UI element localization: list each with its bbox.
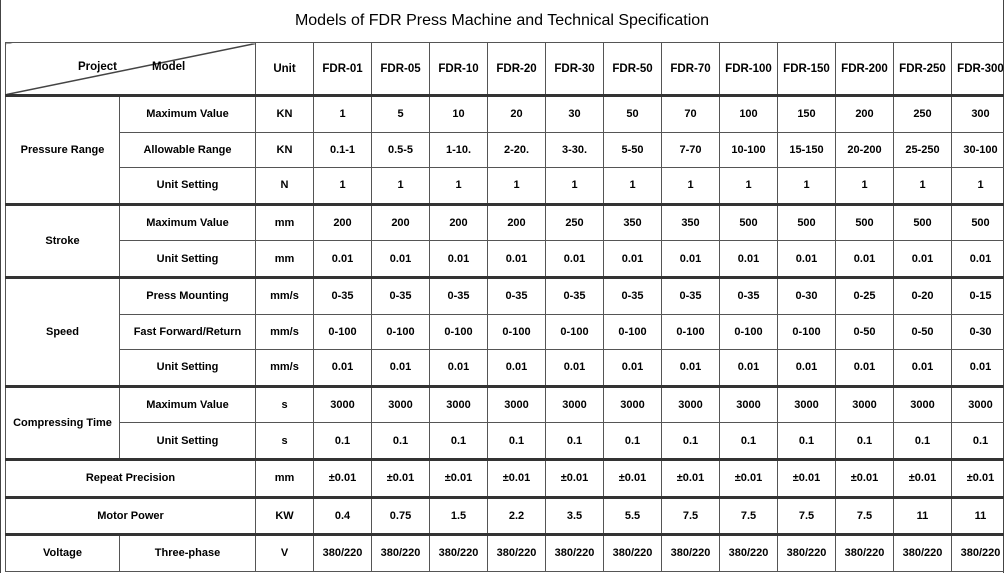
value-cell: 0.01 (372, 241, 430, 278)
value-cell: 0-30 (952, 314, 1004, 350)
row-label: Maximum Value (120, 204, 256, 241)
value-cell: 3000 (430, 386, 488, 423)
value-cell: 1 (604, 168, 662, 205)
row-unit: KW (256, 497, 314, 535)
row-unit: s (256, 386, 314, 423)
value-cell: 0.1 (720, 423, 778, 460)
model-header-fdr-300: FDR-300 (952, 43, 1004, 96)
value-cell: 1 (314, 96, 372, 133)
model-header-fdr-20: FDR-20 (488, 43, 546, 96)
value-cell: 0-50 (894, 314, 952, 350)
value-cell: 0-35 (488, 277, 546, 314)
table-row (6, 314, 1004, 350)
value-cell: 3000 (720, 386, 778, 423)
row-unit: KN (256, 96, 314, 133)
row-unit: mm (256, 459, 314, 497)
value-cell: 500 (894, 204, 952, 241)
value-cell: ±0.01 (952, 459, 1004, 497)
value-cell: 11 (894, 497, 952, 535)
value-cell: 0-35 (720, 277, 778, 314)
value-cell: 0.01 (604, 350, 662, 387)
table-row (6, 497, 1004, 535)
value-cell: 1.5 (430, 497, 488, 535)
value-cell: 0-30 (778, 277, 836, 314)
value-cell: 380/220 (720, 535, 778, 572)
value-cell: 0.01 (314, 241, 372, 278)
value-cell: ±0.01 (546, 459, 604, 497)
row-label: Fast Forward/Return (120, 314, 256, 350)
value-cell: 0.01 (952, 350, 1004, 387)
model-header-fdr-100: FDR-100 (720, 43, 778, 96)
value-cell: 0.1 (546, 423, 604, 460)
value-cell: 0-100 (604, 314, 662, 350)
value-cell: 20-200 (836, 132, 894, 168)
value-cell: 0.01 (836, 241, 894, 278)
value-cell: 0.1-1 (314, 132, 372, 168)
value-cell: 2-20. (488, 132, 546, 168)
page-title: Models of FDR Press Machine and Technical Specification (294, 12, 710, 29)
value-cell: 0.1 (836, 423, 894, 460)
value-cell: 380/220 (662, 535, 720, 572)
value-cell: 0.01 (778, 241, 836, 278)
value-cell: 1 (720, 168, 778, 205)
value-cell: 0-100 (720, 314, 778, 350)
value-cell: 0.01 (488, 241, 546, 278)
value-cell: 1 (546, 168, 604, 205)
group-label-motor: Motor Power (6, 497, 256, 535)
row-unit: mm (256, 241, 314, 278)
value-cell: ±0.01 (662, 459, 720, 497)
value-cell: 380/220 (314, 535, 372, 572)
value-cell: 200 (314, 204, 372, 241)
project-model-header (6, 43, 256, 96)
table-row (6, 535, 1004, 572)
value-cell: 0-100 (430, 314, 488, 350)
value-cell: 0-35 (546, 277, 604, 314)
value-cell: 5-50 (604, 132, 662, 168)
value-cell: 0-35 (430, 277, 488, 314)
model-header-fdr-150: FDR-150 (778, 43, 836, 96)
value-cell: 7.5 (778, 497, 836, 535)
value-cell: 500 (720, 204, 778, 241)
row-unit: mm (256, 204, 314, 241)
value-cell: 7.5 (662, 497, 720, 535)
value-cell: 0.01 (836, 350, 894, 387)
value-cell: 1 (836, 168, 894, 205)
row-label: Unit Setting (120, 168, 256, 205)
value-cell: 380/220 (604, 535, 662, 572)
value-cell: 0.01 (546, 350, 604, 387)
value-cell: 5.5 (604, 497, 662, 535)
table-row (6, 459, 1004, 497)
value-cell: 200 (836, 96, 894, 133)
value-cell: 200 (488, 204, 546, 241)
table-row (6, 132, 1004, 168)
value-cell: 11 (952, 497, 1004, 535)
value-cell: 0.01 (372, 350, 430, 387)
value-cell: 500 (836, 204, 894, 241)
value-cell: 5 (372, 96, 430, 133)
value-cell: 3000 (836, 386, 894, 423)
row-unit: s (256, 423, 314, 460)
value-cell: 3.5 (546, 497, 604, 535)
header-row (6, 43, 1004, 96)
row-unit: mm/s (256, 277, 314, 314)
value-cell: 0-35 (372, 277, 430, 314)
value-cell: 380/220 (778, 535, 836, 572)
value-cell: 380/220 (372, 535, 430, 572)
value-cell: 500 (952, 204, 1004, 241)
value-cell: 1 (430, 168, 488, 205)
value-cell: 0.01 (720, 350, 778, 387)
value-cell: 200 (430, 204, 488, 241)
model-header-fdr-10: FDR-10 (430, 43, 488, 96)
value-cell: 0.1 (894, 423, 952, 460)
model-label: Model (152, 61, 186, 73)
value-cell: 380/220 (894, 535, 952, 572)
table-row (6, 204, 1004, 241)
value-cell: 0.01 (720, 241, 778, 278)
table-row (6, 241, 1004, 278)
row-label: Maximum Value (120, 386, 256, 423)
row-label: Unit Setting (120, 423, 256, 460)
value-cell: 500 (778, 204, 836, 241)
value-cell: 0.1 (430, 423, 488, 460)
value-cell: 0-100 (314, 314, 372, 350)
model-header-fdr-70: FDR-70 (662, 43, 720, 96)
value-cell: 70 (662, 96, 720, 133)
unit-header: Unit (256, 43, 314, 96)
value-cell: 3000 (778, 386, 836, 423)
value-cell: 50 (604, 96, 662, 133)
value-cell: ±0.01 (372, 459, 430, 497)
value-cell: ±0.01 (604, 459, 662, 497)
value-cell: 0.5-5 (372, 132, 430, 168)
value-cell: 250 (546, 204, 604, 241)
value-cell: 2.2 (488, 497, 546, 535)
value-cell: ±0.01 (488, 459, 546, 497)
row-label: Unit Setting (120, 241, 256, 278)
table-row (6, 277, 1004, 314)
value-cell: ±0.01 (836, 459, 894, 497)
group-label-repeat: Repeat Precision (6, 459, 256, 497)
value-cell: 0-100 (662, 314, 720, 350)
value-cell: 3-30. (546, 132, 604, 168)
value-cell: ±0.01 (720, 459, 778, 497)
value-cell: 10-100 (720, 132, 778, 168)
group-label-voltage: Voltage (6, 535, 120, 572)
row-label: Allowable Range (120, 132, 256, 168)
table-row (6, 168, 1004, 205)
value-cell: 0.01 (778, 350, 836, 387)
value-cell: ±0.01 (430, 459, 488, 497)
row-label: Press Mounting (120, 277, 256, 314)
value-cell: 0.01 (662, 350, 720, 387)
value-cell: 100 (720, 96, 778, 133)
value-cell: 380/220 (546, 535, 604, 572)
value-cell: 0-35 (662, 277, 720, 314)
value-cell: 3000 (894, 386, 952, 423)
model-header-fdr-30: FDR-30 (546, 43, 604, 96)
table-row (6, 423, 1004, 460)
value-cell: 0-35 (604, 277, 662, 314)
value-cell: 1 (314, 168, 372, 205)
model-header-fdr-50: FDR-50 (604, 43, 662, 96)
value-cell: 0-20 (894, 277, 952, 314)
value-cell: 1-10. (430, 132, 488, 168)
value-cell: 350 (604, 204, 662, 241)
project-label: Project (78, 61, 117, 73)
value-cell: 0.75 (372, 497, 430, 535)
table-row (6, 96, 1004, 133)
table-row (6, 386, 1004, 423)
model-header-fdr-01: FDR-01 (314, 43, 372, 96)
value-cell: 7.5 (720, 497, 778, 535)
value-cell: 7.5 (836, 497, 894, 535)
row-label: Maximum Value (120, 96, 256, 133)
group-label-pressure: Pressure Range (6, 96, 120, 205)
value-cell: 0.01 (952, 241, 1004, 278)
value-cell: 0.4 (314, 497, 372, 535)
row-unit: mm/s (256, 314, 314, 350)
group-label-speed: Speed (6, 277, 120, 386)
row-unit: N (256, 168, 314, 205)
value-cell: 0.01 (314, 350, 372, 387)
value-cell: 300 (952, 96, 1004, 133)
value-cell: 0-50 (836, 314, 894, 350)
value-cell: 3000 (372, 386, 430, 423)
value-cell: 250 (894, 96, 952, 133)
group-label-stroke: Stroke (6, 204, 120, 277)
value-cell: 0.01 (894, 350, 952, 387)
value-cell: 0.1 (372, 423, 430, 460)
value-cell: 0.01 (546, 241, 604, 278)
row-unit: KN (256, 132, 314, 168)
spec-table-body (6, 43, 1004, 572)
value-cell: 0-100 (372, 314, 430, 350)
value-cell: 380/220 (430, 535, 488, 572)
value-cell: 1 (894, 168, 952, 205)
value-cell: ±0.01 (314, 459, 372, 497)
value-cell: ±0.01 (894, 459, 952, 497)
spec-table (5, 42, 1004, 572)
value-cell: 0-25 (836, 277, 894, 314)
value-cell: 25-250 (894, 132, 952, 168)
value-cell: 3000 (488, 386, 546, 423)
model-header-fdr-200: FDR-200 (836, 43, 894, 96)
value-cell: 0-35 (314, 277, 372, 314)
value-cell: 380/220 (836, 535, 894, 572)
row-label: Three-phase (120, 535, 256, 572)
value-cell: 0.01 (894, 241, 952, 278)
value-cell: 0.01 (604, 241, 662, 278)
value-cell: 3000 (952, 386, 1004, 423)
value-cell: 0-100 (778, 314, 836, 350)
value-cell: 10 (430, 96, 488, 133)
value-cell: 1 (372, 168, 430, 205)
row-unit: mm/s (256, 350, 314, 387)
value-cell: 200 (372, 204, 430, 241)
value-cell: 0.1 (662, 423, 720, 460)
value-cell: 3000 (662, 386, 720, 423)
value-cell: 380/220 (952, 535, 1004, 572)
value-cell: 15-150 (778, 132, 836, 168)
value-cell: 1 (778, 168, 836, 205)
row-label: Unit Setting (120, 350, 256, 387)
value-cell: 30 (546, 96, 604, 133)
value-cell: 0-100 (488, 314, 546, 350)
value-cell: 1 (488, 168, 546, 205)
value-cell: 0.01 (430, 350, 488, 387)
model-header-fdr-05: FDR-05 (372, 43, 430, 96)
value-cell: 3000 (546, 386, 604, 423)
value-cell: 30-100 (952, 132, 1004, 168)
value-cell: 0.1 (778, 423, 836, 460)
value-cell: 0.1 (604, 423, 662, 460)
value-cell: 20 (488, 96, 546, 133)
value-cell: 350 (662, 204, 720, 241)
value-cell: 0.1 (314, 423, 372, 460)
group-label-compressing: Compressing Time (6, 386, 120, 459)
value-cell: 1 (662, 168, 720, 205)
value-cell: 0.1 (952, 423, 1004, 460)
value-cell: ±0.01 (778, 459, 836, 497)
value-cell: 3000 (314, 386, 372, 423)
row-unit: V (256, 535, 314, 572)
value-cell: 3000 (604, 386, 662, 423)
model-header-fdr-250: FDR-250 (894, 43, 952, 96)
value-cell: 0.01 (662, 241, 720, 278)
value-cell: 0.1 (488, 423, 546, 460)
value-cell: 150 (778, 96, 836, 133)
value-cell: 0.01 (430, 241, 488, 278)
value-cell: 0.01 (488, 350, 546, 387)
value-cell: 1 (952, 168, 1004, 205)
value-cell: 0-100 (546, 314, 604, 350)
value-cell: 7-70 (662, 132, 720, 168)
table-row (6, 350, 1004, 387)
value-cell: 380/220 (488, 535, 546, 572)
value-cell: 0-15 (952, 277, 1004, 314)
